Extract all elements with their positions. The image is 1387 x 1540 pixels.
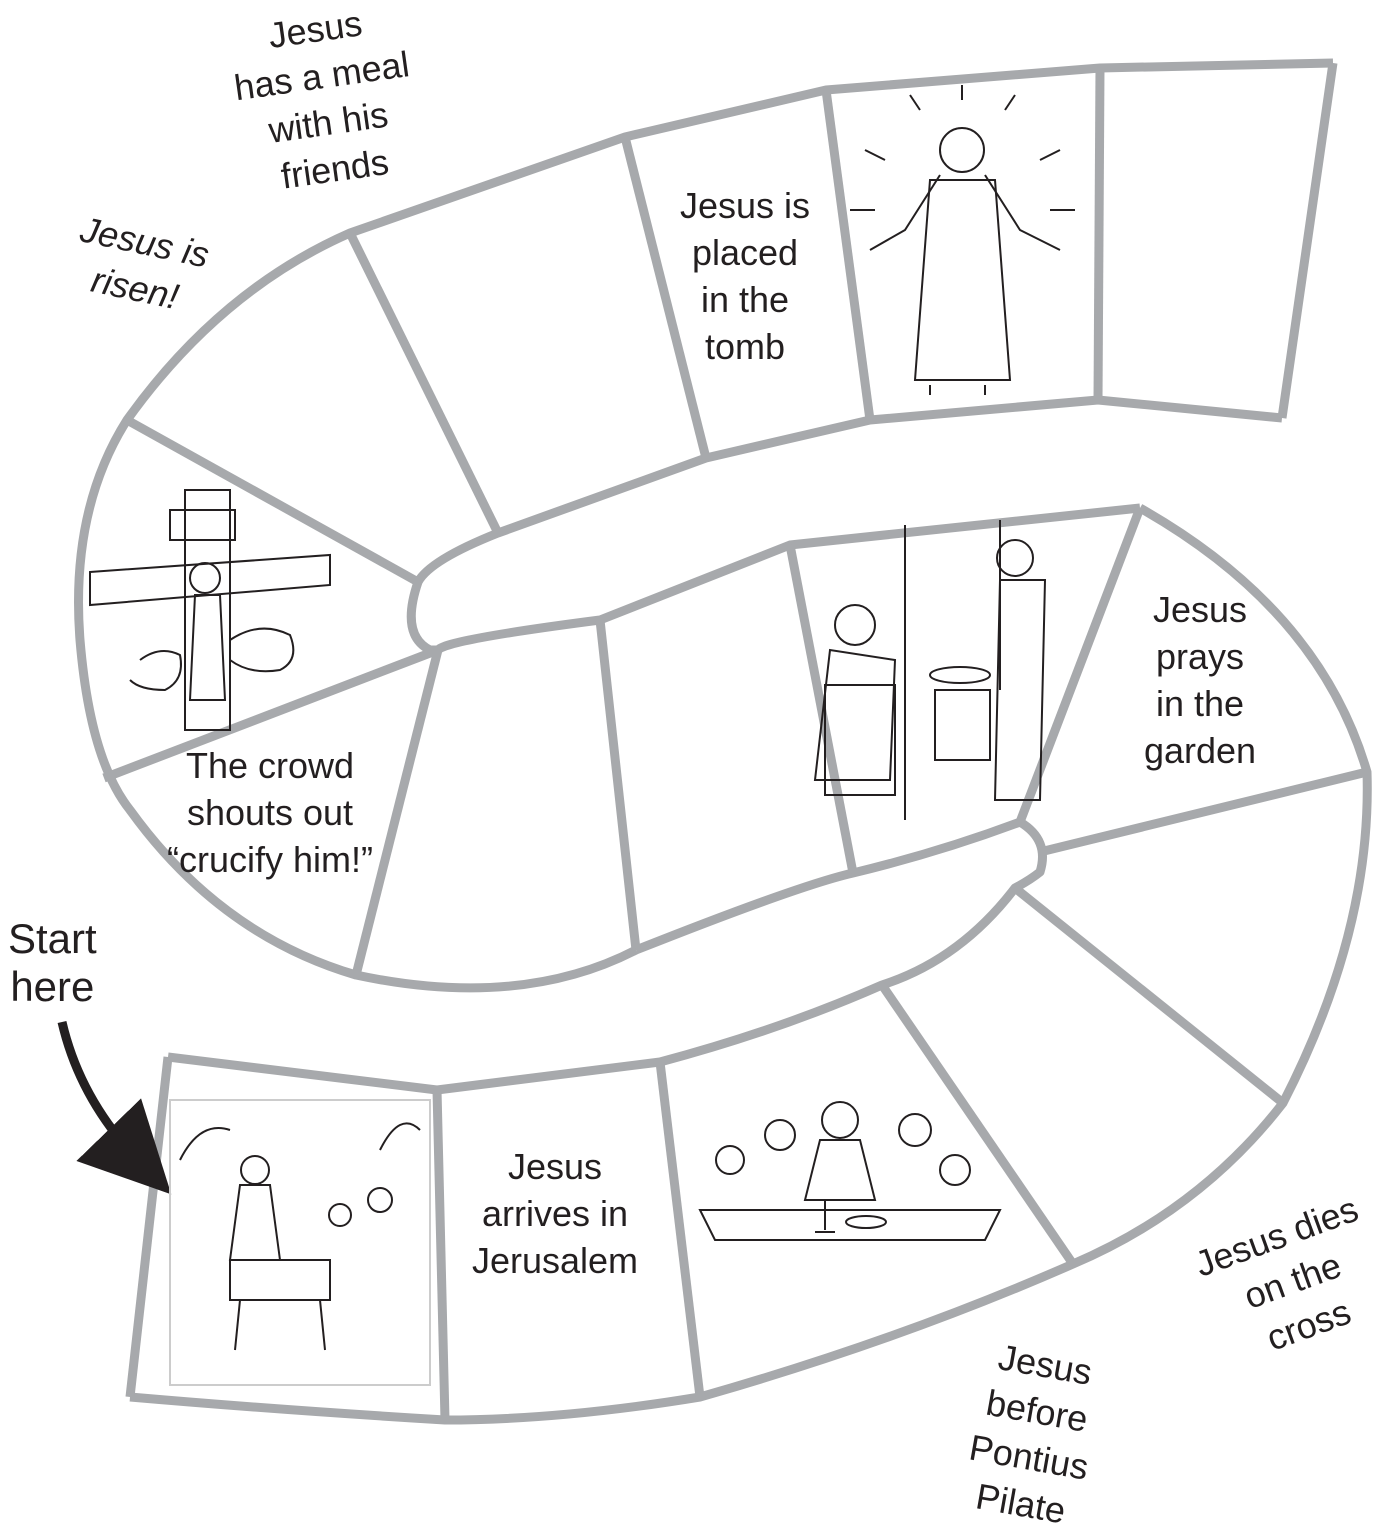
risen-picture — [850, 85, 1075, 395]
start-label: Start here — [8, 915, 97, 1010]
divider — [127, 420, 418, 582]
label-dies: Jesus dies on the cross — [1189, 1187, 1364, 1359]
cell-crowd-text: The crowd shouts out “crucify him!” — [167, 745, 373, 880]
divider — [1098, 68, 1100, 400]
divider — [437, 1090, 445, 1420]
label-pilate: Jesus before Pontius Pilate — [966, 1336, 1096, 1532]
pilate-picture — [815, 520, 1045, 820]
divider — [882, 985, 1073, 1264]
cell-arrives-text: Jesus arrives in Jerusalem — [471, 1146, 639, 1281]
divider — [350, 233, 498, 533]
crucifixion-picture — [90, 490, 330, 730]
start-arrow — [62, 1022, 140, 1162]
divider — [660, 1062, 700, 1397]
cell-tomb-text: Jesus is placed in the tomb — [679, 185, 811, 367]
label-meal: Jesus has a meal with his friends — [231, 2, 412, 197]
divider — [790, 545, 853, 873]
cell-garden-text: Jesus prays in the garden — [1143, 589, 1257, 771]
last-supper-picture — [700, 1102, 1000, 1240]
divider — [826, 90, 870, 420]
divider — [600, 620, 636, 950]
label-risen: Jesus is risen! — [77, 208, 213, 318]
track-bottom-start — [130, 1057, 168, 1397]
palm-sunday-picture — [170, 1100, 430, 1385]
divider — [1040, 772, 1367, 852]
track-top-end — [1282, 63, 1333, 418]
divider — [1015, 888, 1283, 1103]
